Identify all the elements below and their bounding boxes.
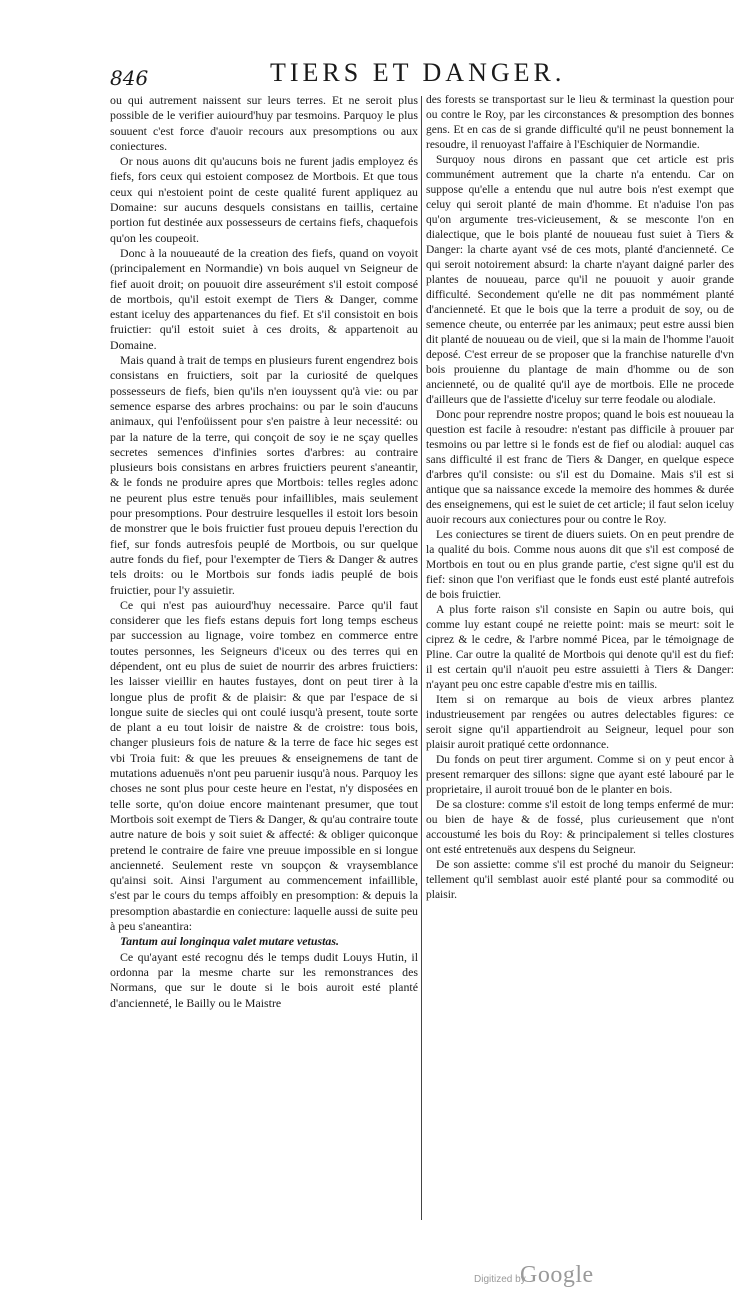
paragraph: Surquoy nous dirons en passant que cet article est pris communément autrement que la charte n'a entendu. Car on suppose qu'elle a entendu que nul autre bois n'est exempt que celuy qui seroit planté de main d'homme. Et n'aduise l'on pas qu'on argumente tres-vicieusement, & se mesconte l'on en dialectique, que le bois planté de nouueau fust suiet à Tiers & Danger: la charte ayant vsé de ces mots, planté d'ancienneté. Ce qui seroit notoirement absurd: la charte n'ayant daigné parler des plantes de nouueau, parce qu'il ne pouuoit y auoir grande difficulté. Secondement qu'elle ne dit pas nommément planté d'ancienneté. Et que le bois que la terre a produit de soy, ou de semence cheute, ou enterrée par les animaux; peut estre aussi bien dit planté de nouueau ou de vieil, que si la main de l'homme l'auoit deposé. C'est erreur de se proposer que la franchise naturelle d'vn bois prouienne du plantage de main d'homme ou de son ancienneté, ou de qualité qu'il aye de mortbois. Elle ne procede d'ailleurs que de l'assiette d'iceluy sur terre feodale ou alodiale. bbox=[426, 154, 734, 406]
watermark-digitized-label: Digitized by bbox=[474, 1274, 526, 1285]
paragraph: des forests se transportast sur le lieu & terminast la question pour ou contre le Roy, par les circonstances & presomption des bonnes gens. Et en cas de si grande difficulté qu'il ne peust bonnement la resoudre, il renuoyast l'affaire à l'Eschiquier de Normandie. bbox=[426, 94, 734, 151]
paragraph: De son assiette: comme s'il est proché du manoir du Seigneur: tellement qu'il semblast auoir esté planté pour sa commodité ou plaisir. bbox=[426, 859, 734, 901]
paragraph: Mais quand à trait de temps en plusieurs furent engendrez bois consistans en fruictiers, soit par la curiosité de quelques possesseurs de fiefs, bien qu'ils n'en iouyssent qu'à vie: ou par semence esparse des arbres prochains: ou par le soin d'aucuns animaux, qui l'enfoüissent pour s'en paistre à leur necessité: ou par la nature de la terre, qui conçoit de soy ie ne sçay quelles secretes semences d'infinies sortes d'arbres: au contraire plusieurs bois consistans en arbres fruictiers peurent s'aneantir, & le fonds ne produire apres que Mortbois: telles regles adonc ne peurent plus estre tenuës pour infaillibles, mais seulement pour presomptions. Pour destruire lesquelles il estoit lors besoin de monstrer que le bois fruictier fust proueu depuis l'erection du fief, sur fonds autresfois peuplé de Mortbois, ou sur quelque autre fonds du fief, pour l'exempter de Tiers & Danger & autres tels droits: ou le Mortbois sur fonds iadis peuplé de bois fruictier, pour l'y assuietir. bbox=[110, 353, 418, 597]
running-title: TIERS ET DANGER. bbox=[270, 58, 566, 87]
page-number: 846 bbox=[110, 66, 149, 90]
paragraph: Donc à la nouueauté de la creation des fiefs, quand on voyoit (principalement en Normandie) vn bois auquel vn Seigneur de fief auoit droit; on pouuoit dire asseurément s'il estoit composé de mortbois, qu'il estoit exempt de Tiers & Danger, comme estant iceluy des appartenances du fief. Et s'il consistoit en bois fruictier: qu'il estoit suiet à ces droits, & appartenoit au Domaine. bbox=[110, 245, 418, 352]
google-logo: Google bbox=[520, 1262, 594, 1288]
paragraph: Ce qui n'est pas auiourd'huy necessaire. Parce qu'il faut considerer que les fiefs estans depuis fort long temps escheus par succession au lignage, voire tombez en commerce entre toutes personnes, les Seigneurs d'iceux ou des terres qui en dépendent, ont eu plus de suiet de nourrir des arbres fruictiers: les laisser vieillir en hautes fustayes, dont on peut tirer à la longue plus de profit & de plaisir: & que par l'espace de si longue suite de siecles qui ont coulé iusqu'à present, toute sorte de plant a eu tout loisir de naistre & de croistre: tous bois, changer plusieurs fois de nature & la terre de face hic seges est vbi Troia fuit: & que les preuues & enseignemens de tant de mutations aduenuës n'ont peu paruenir iusqu'à nous. Parquoy les choses ne sont plus pour ceste heure en l'estat, n'y disposées en telle sorte, qu'on doiue encore maintenant presumer, que tout Mortbois soit exempt de Tiers & Danger, & qu'au contraire toute autre nature de bois y soit suiet & affecté: & obliger quiconque pretend le contraire de faire vne preuue impossible en si longue ancienneté. Seulement reste vn soupçon & vraysemblance qu'ainsi soit. Ainsi l'argument au commencement infaillible, s'est par le cours du temps affoibly en presomption: & depuis la presomption abastardie en coniecture: laquelle aussi de suite peu à peu s'aneantira: bbox=[110, 597, 418, 934]
paragraph: A plus forte raison s'il consiste en Sapin ou autre bois, qui comme luy estant coupé ne reiette point: mais se meurt: soit le ciprez & le cedre, & l'arbre nommé Picea, par le témoignage de Pline. Car outre la qualité de Mortbois qui denote qu'il est du fief: il est certain qu'il n'auoit peu estre assuietti à Tiers & Danger: n'ayant peu onc estre capable d'estre mis en taillis. bbox=[426, 604, 734, 691]
paragraph: Les coniectures se tirent de diuers suiets. On en peut prendre de la qualité du bois. Comme nous auons dit que s'il est composé de Mortbois en tout ou en plus grande partie, c'est signe qu'il est du fief: sinon que l'on verifiast que le fonds eust esté planté autrefois de bois fruictier. bbox=[426, 529, 734, 601]
left-column bbox=[110, 93, 418, 1011]
paragraph: Or nous auons dit qu'aucuns bois ne furent jadis employez és fiefs, fors ceux qui estoient composez de Mortbois. Et que tous ceux qui n'estoient point de ceste qualité furent appliquez au Domaine: sur aucuns desquels consistans en taillis, certaine portion fut destinée aux possesseurs de certains fiefs, chaquefois qu'on les coupeoit. bbox=[110, 154, 418, 245]
column-divider bbox=[421, 96, 422, 1220]
paragraph: ou qui autrement naissent sur leurs terres. Et ne seroit plus possible de le verifier auiourd'huy par tesmoins. Parquoy le plus souuent c'est force d'auoir recours aux presomptions ou aux coniectures. bbox=[110, 93, 418, 153]
paragraph: Tantum aui longinqua valet mutare vetustas. bbox=[120, 934, 339, 949]
google-watermark bbox=[474, 1262, 654, 1292]
paragraph: Donc pour reprendre nostre propos; quand le bois est nouueau la question est facile à resoudre: n'estant pas difficile à prouuer par tesmoins ou par lettre si le fonds est de fief ou alodial: auquel cas sans difficulté il est franc de Tiers & Danger, en quelque espece d'arbres qu'il consiste: ou s'il est du Domaine. Mais s'il est si antique que sa naissance excede la memoire des hommes & durée des enseignemens, qui est le suiet de cet article; il faut selon iceluy auoir recours aux coniectures pour ou contre le Roy. bbox=[426, 409, 734, 526]
paragraph: Du fonds on peut tirer argument. Comme si on y peut encor à present remarquer des sillons: signe que ayant esté labouré par le proprietaire, il auroit trouué bon de le planter en bois. bbox=[426, 754, 734, 796]
paragraph: Item si on remarque au bois de vieux arbres plantez industrieusement par rengées ou autres delectables figures: ce seroit signe qu'il appartiendroit au Seigneur, lequel pour son plaisir auroit pratiqué cette ordonnance. bbox=[426, 694, 734, 751]
page-header bbox=[110, 58, 710, 94]
right-column bbox=[426, 93, 734, 903]
paragraph: Ce qu'ayant esté recognu dés le temps dudit Louys Hutin, il ordonna par la mesme charte sur les remonstrances des Normans, que sur le doute si le bois auroit esté planté d'ancienneté, le Bailly ou le Maistre bbox=[110, 949, 418, 1010]
paragraph: De sa closture: comme s'il estoit de long temps enfermé de mur: ou bien de haye & de fossé, plus curieusement que n'ont accoustumé les bois du Roy: & principalement si telles clostures ont esté entretenuës aux despens du Seigneur. bbox=[426, 799, 734, 856]
